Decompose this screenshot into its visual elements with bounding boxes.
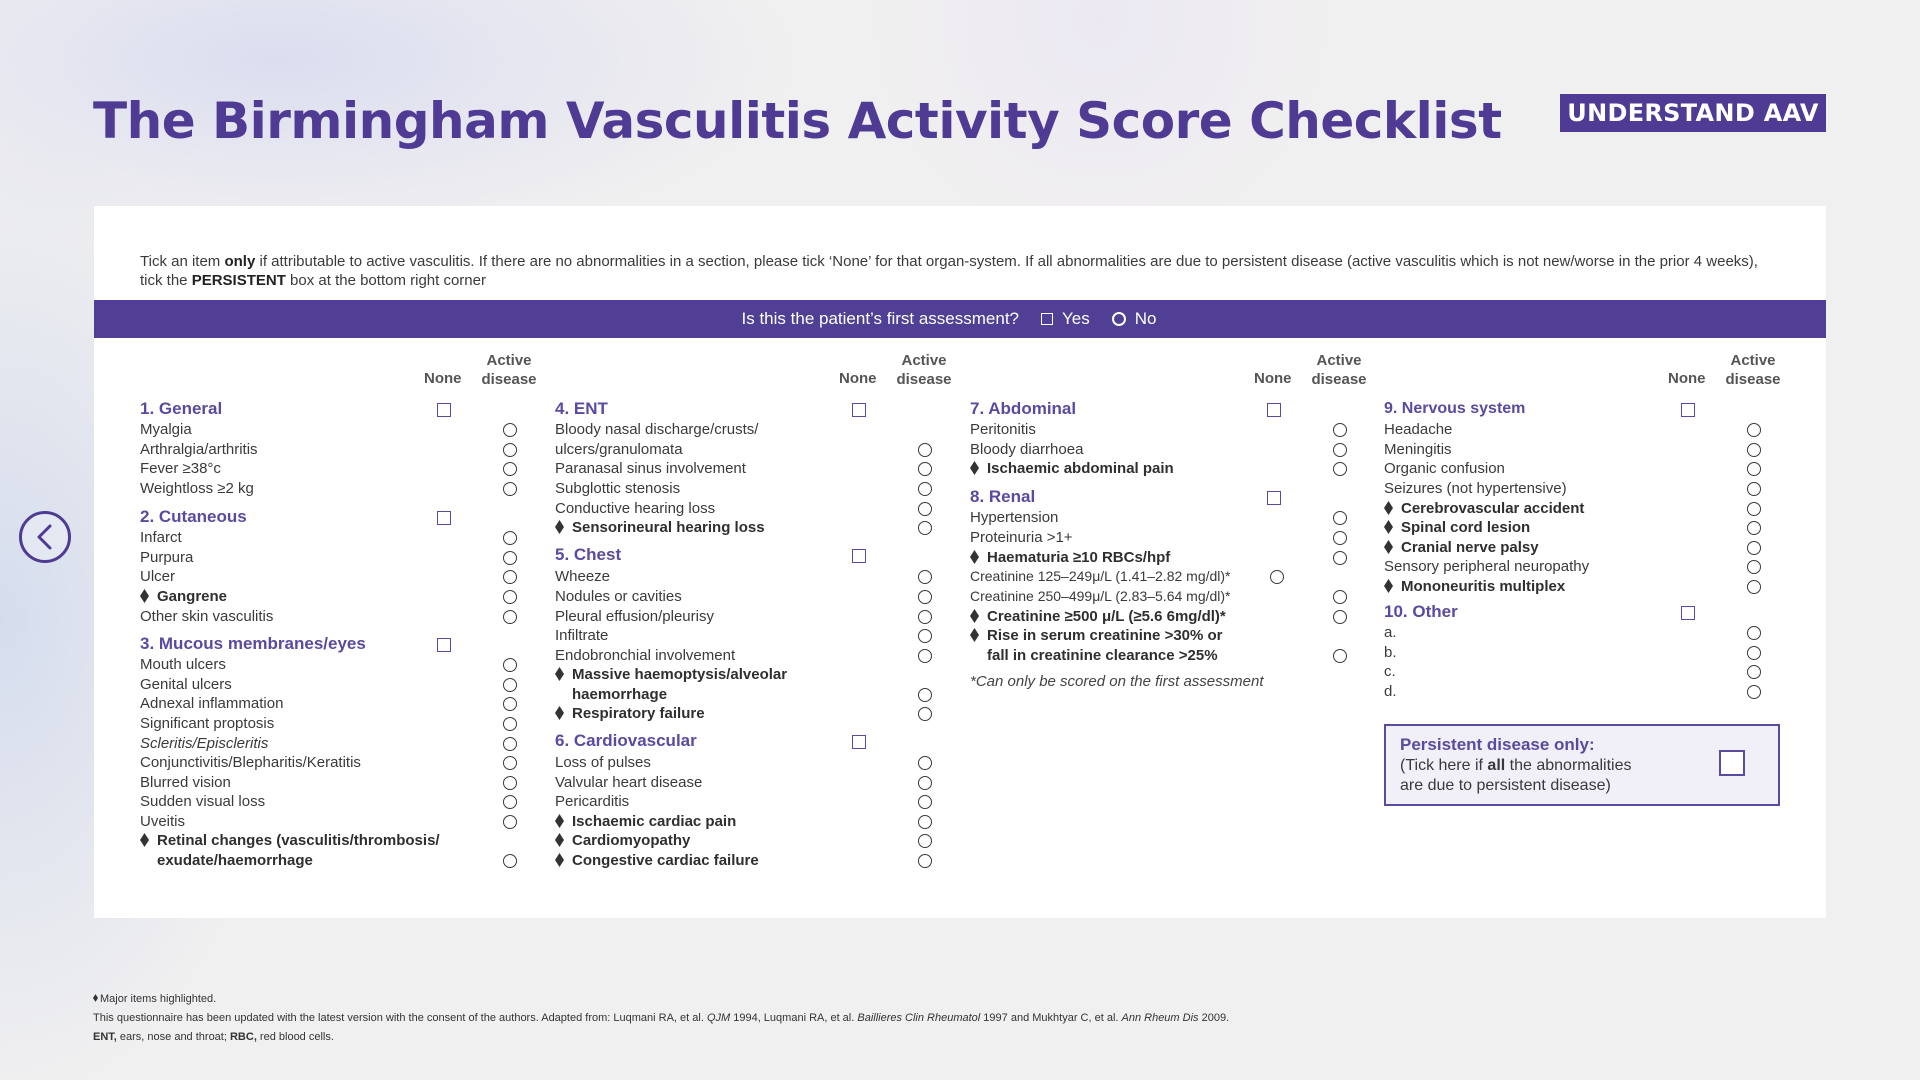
active-radio[interactable] bbox=[1333, 443, 1347, 457]
active-radio[interactable] bbox=[1333, 649, 1347, 663]
list-item: Bloody nasal discharge/crusts/ bbox=[555, 421, 759, 438]
active-radio[interactable] bbox=[503, 462, 517, 476]
list-item-label: Respiratory failure bbox=[572, 705, 705, 722]
list-item: a. bbox=[1384, 624, 1397, 641]
active-radio[interactable] bbox=[1747, 541, 1761, 555]
list-item-label: Creatinine ≥500 μ/L (≥5.6 6mg/dl)* bbox=[987, 608, 1226, 625]
active-radio[interactable] bbox=[918, 629, 932, 643]
list-item: Pleural effusion/pleurisy bbox=[555, 608, 714, 625]
list-item-major bbox=[555, 812, 736, 831]
header-active-disease bbox=[1305, 351, 1373, 389]
ref-ard: Ann Rheum Dis bbox=[1121, 1012, 1199, 1024]
no-label: No bbox=[1134, 309, 1157, 328]
column-header bbox=[555, 349, 952, 389]
active-radio[interactable] bbox=[1333, 423, 1347, 437]
instr-text-2: if attributable to active vasculitis. If there are no abnormalities in a section, please tick ‘None’ for that organ-system. If all abnormalities are due to persistent disease (active vasculitis which is not new/worse in the prior 4 weeks), tick the bbox=[140, 253, 1758, 289]
list-item: Endobronchial involvement bbox=[555, 647, 736, 664]
header-none: None bbox=[1254, 370, 1292, 387]
list-item: Creatinine 125–249μ/L (1.41–2.82 mg/dl)* bbox=[970, 568, 1231, 584]
list-item: Conductive hearing loss bbox=[555, 500, 716, 517]
list-item-label: Spinal cord lesion bbox=[1401, 519, 1531, 536]
list-item-label: Ischaemic cardiac pain bbox=[572, 813, 737, 830]
list-item-major bbox=[970, 626, 1223, 645]
list-item-major bbox=[1384, 577, 1565, 596]
abbr-rbc-def: red blood cells. bbox=[256, 1031, 334, 1043]
list-item-major bbox=[970, 607, 1226, 626]
header-active-line1: Active bbox=[486, 352, 532, 369]
active-radio[interactable] bbox=[918, 502, 932, 516]
cutaneous-none-checkbox[interactable] bbox=[437, 511, 451, 525]
ref-bailliere: Baillieres Clin Rheumatol bbox=[857, 1012, 981, 1024]
checklist-card bbox=[94, 206, 1826, 918]
active-radio[interactable] bbox=[503, 658, 517, 672]
active-radio[interactable] bbox=[1747, 580, 1761, 594]
active-radio[interactable] bbox=[1747, 626, 1761, 640]
active-radio[interactable] bbox=[503, 756, 517, 770]
column-header bbox=[1384, 349, 1781, 389]
active-radio[interactable] bbox=[503, 423, 517, 437]
list-item: c. bbox=[1384, 663, 1396, 680]
list-item-label: Cranial nerve palsy bbox=[1401, 539, 1539, 556]
diamond-icon bbox=[970, 461, 979, 475]
list-item-label: Cerebrovascular accident bbox=[1401, 500, 1585, 517]
header-active-line2: disease bbox=[1725, 371, 1781, 388]
list-item: Weightloss ≥2 kg bbox=[140, 480, 254, 497]
active-radio[interactable] bbox=[918, 482, 932, 496]
list-item: Valvular heart disease bbox=[555, 774, 703, 791]
general-none-checkbox[interactable] bbox=[437, 403, 451, 417]
ref-qjm: QJM bbox=[706, 1012, 731, 1024]
header-active-line2: disease bbox=[896, 371, 952, 388]
column-header bbox=[140, 349, 537, 389]
active-radio[interactable] bbox=[503, 482, 517, 496]
list-item: Hypertension bbox=[970, 509, 1059, 526]
header-active-disease bbox=[475, 351, 543, 389]
header-none: None bbox=[839, 370, 877, 387]
list-item: Subglottic stenosis bbox=[555, 480, 681, 497]
list-item: Sensory peripheral neuropathy bbox=[1384, 558, 1590, 575]
persistent-checkbox[interactable] bbox=[1719, 750, 1745, 776]
instr-text-3: box at the bottom right corner bbox=[285, 272, 486, 289]
active-radio[interactable] bbox=[918, 815, 932, 829]
active-radio[interactable] bbox=[503, 610, 517, 624]
diamond-icon bbox=[1384, 501, 1393, 515]
list-item: Headache bbox=[1384, 421, 1453, 438]
list-item-major bbox=[555, 851, 759, 870]
section-title-cardio: 6. Cardiovascular bbox=[555, 731, 697, 750]
list-item: Seizures (not hypertensive) bbox=[1384, 480, 1567, 497]
active-radio[interactable] bbox=[918, 462, 932, 476]
header-active-line2: disease bbox=[1311, 371, 1367, 388]
diamond-icon bbox=[1384, 520, 1393, 534]
persistent-heading: Persistent disease only: bbox=[1400, 735, 1595, 754]
active-radio[interactable] bbox=[918, 521, 932, 535]
list-item: Other skin vasculitis bbox=[140, 608, 274, 625]
active-radio[interactable] bbox=[918, 443, 932, 457]
page-title: The Birmingham Vasculitis Activity Score Checklist bbox=[93, 92, 1502, 150]
list-item: Mouth ulcers bbox=[140, 656, 226, 673]
active-radio[interactable] bbox=[918, 688, 932, 702]
list-item: Fever ≥38°c bbox=[140, 460, 221, 477]
cardio-none-checkbox[interactable] bbox=[852, 735, 866, 749]
active-radio[interactable] bbox=[503, 776, 517, 790]
active-radio[interactable] bbox=[1747, 521, 1761, 535]
list-item bbox=[140, 734, 268, 753]
list-item-label: Gangrene bbox=[157, 588, 228, 605]
abbr-rbc: RBC, bbox=[229, 1031, 257, 1043]
list-item-major bbox=[555, 831, 690, 850]
ref-text-a: This questionnaire has been updated with the latest version with the consent of the authors. Adapted from: Luqmani RA, et al. bbox=[93, 1012, 707, 1024]
list-item-label: Cardiomyopathy bbox=[572, 832, 691, 849]
brand-badge: UNDERSTAND AAV bbox=[1560, 94, 1826, 132]
list-item: Ulcer bbox=[140, 568, 176, 585]
diamond-icon bbox=[140, 833, 149, 847]
list-item-label: Retinal changes (vasculitis/thrombosis/ bbox=[157, 832, 440, 849]
list-item-label: Sensorineural hearing loss bbox=[572, 519, 765, 536]
active-radio[interactable] bbox=[503, 815, 517, 829]
active-radio[interactable] bbox=[918, 570, 932, 584]
list-item-major bbox=[555, 665, 787, 684]
list-item: Arthralgia/arthritis bbox=[140, 441, 258, 458]
active-radio[interactable] bbox=[1333, 590, 1347, 604]
active-radio[interactable] bbox=[503, 697, 517, 711]
list-item-major bbox=[1384, 538, 1539, 557]
nervous-none-checkbox[interactable] bbox=[1681, 403, 1695, 417]
list-item: Creatinine 250–499μ/L (2.83–5.64 mg/dl)* bbox=[970, 588, 1231, 604]
first-assessment-yes[interactable] bbox=[1041, 309, 1090, 329]
active-radio[interactable] bbox=[503, 854, 517, 868]
active-radio[interactable] bbox=[1747, 443, 1761, 457]
list-item-label: Congestive cardiac failure bbox=[572, 852, 759, 869]
footnote-major-text: Major items highlighted. bbox=[100, 993, 217, 1005]
active-radio[interactable] bbox=[918, 610, 932, 624]
chest-none-checkbox[interactable] bbox=[852, 549, 866, 563]
active-radio[interactable] bbox=[503, 551, 517, 565]
active-radio[interactable] bbox=[1333, 551, 1347, 565]
section-title-ent: 4. ENT bbox=[555, 399, 608, 418]
ref-text-d: 2009. bbox=[1198, 1012, 1230, 1024]
list-item: Sudden visual loss bbox=[140, 793, 266, 810]
list-item: Genital ulcers bbox=[140, 676, 232, 693]
list-item-major-cont bbox=[140, 851, 313, 870]
chevron-left-icon bbox=[34, 524, 56, 550]
first-assessment-question: Is this the patient’s first assessment? bbox=[741, 309, 1019, 328]
active-radio[interactable] bbox=[1747, 423, 1761, 437]
list-item: Peritonitis bbox=[970, 421, 1036, 438]
list-item-label: Scleritis/Episcleritis bbox=[140, 735, 269, 752]
list-item: Conjunctivitis/Blepharitis/Keratitis bbox=[140, 754, 361, 771]
list-item: Wheeze bbox=[555, 568, 611, 585]
diamond-icon bbox=[1384, 579, 1393, 593]
active-radio[interactable] bbox=[918, 776, 932, 790]
list-item-label: exudate/haemorrhage bbox=[157, 852, 313, 869]
yes-label: Yes bbox=[1062, 309, 1090, 328]
list-item-major bbox=[555, 518, 765, 537]
active-radio[interactable] bbox=[1747, 665, 1761, 679]
footnote-abbreviations bbox=[93, 1031, 334, 1043]
list-item-major-cont bbox=[970, 646, 1218, 665]
list-item-major bbox=[140, 587, 227, 606]
list-item-cont: ulcers/granulomata bbox=[555, 441, 683, 458]
list-item-major-cont bbox=[555, 685, 667, 704]
active-radio[interactable] bbox=[918, 649, 932, 663]
diamond-icon bbox=[555, 667, 564, 681]
back-button[interactable] bbox=[19, 511, 71, 563]
list-item-label: Massive haemoptysis/alveolar bbox=[572, 666, 788, 683]
header-none: None bbox=[1668, 370, 1706, 387]
header-active-line1: Active bbox=[901, 352, 947, 369]
section-title-cutaneous: 2. Cutaneous bbox=[140, 507, 247, 526]
list-item-label: Ischaemic abdominal pain bbox=[987, 460, 1174, 477]
list-item: Organic confusion bbox=[1384, 460, 1505, 477]
footnote-major bbox=[93, 993, 216, 1005]
persistent-text bbox=[1400, 756, 1700, 796]
other-none-checkbox[interactable] bbox=[1681, 606, 1695, 620]
section-title-mucous: 3. Mucous membranes/eyes bbox=[140, 634, 366, 653]
diamond-icon bbox=[970, 550, 979, 564]
active-radio[interactable] bbox=[1333, 531, 1347, 545]
header-active-line1: Active bbox=[1316, 352, 1362, 369]
section-title-abdominal: 7. Abdominal bbox=[970, 399, 1077, 418]
diamond-icon bbox=[555, 520, 564, 534]
list-item-major bbox=[970, 459, 1174, 478]
active-radio[interactable] bbox=[918, 756, 932, 770]
diamond-icon bbox=[555, 706, 564, 720]
diamond-icon bbox=[555, 833, 564, 847]
mucous-none-checkbox[interactable] bbox=[437, 638, 451, 652]
header-active-disease bbox=[890, 351, 958, 389]
list-item-major bbox=[140, 831, 440, 850]
diamond-icon bbox=[970, 609, 979, 623]
list-item-label: Rise in serum creatinine >30% or bbox=[987, 627, 1223, 644]
list-item: Meningitis bbox=[1384, 441, 1452, 458]
active-radio[interactable] bbox=[503, 531, 517, 545]
instr-persistent: PERSISTENT bbox=[191, 272, 286, 289]
diamond-icon bbox=[1384, 540, 1393, 554]
active-radio[interactable] bbox=[1747, 482, 1761, 496]
active-radio[interactable] bbox=[503, 678, 517, 692]
active-radio[interactable] bbox=[503, 590, 517, 604]
section-title-other: 10. Other bbox=[1384, 602, 1458, 621]
section-title-renal: 8. Renal bbox=[970, 487, 1036, 506]
header-active-disease bbox=[1719, 351, 1787, 389]
list-item-major bbox=[555, 704, 705, 723]
list-item: b. bbox=[1384, 644, 1397, 661]
diamond-icon bbox=[555, 814, 564, 828]
list-item: Blurred vision bbox=[140, 774, 231, 791]
list-item-label: fall in creatinine clearance >25% bbox=[987, 647, 1218, 664]
active-radio[interactable] bbox=[918, 854, 932, 868]
list-item: Myalgia bbox=[140, 421, 192, 438]
list-item-major bbox=[1384, 499, 1584, 518]
active-radio[interactable] bbox=[1747, 685, 1761, 699]
list-item: Paranasal sinus involvement bbox=[555, 460, 746, 477]
renal-footnote: *Can only be scored on the first assessment bbox=[970, 673, 1264, 690]
ref-text-c: 1997 and Mukhtyar C, et al. bbox=[980, 1012, 1122, 1024]
active-radio[interactable] bbox=[1333, 610, 1347, 624]
yes-checkbox[interactable] bbox=[1041, 313, 1053, 325]
list-item: d. bbox=[1384, 683, 1397, 700]
active-radio[interactable] bbox=[1270, 570, 1284, 584]
persistent-all: all bbox=[1487, 757, 1506, 774]
list-item: Proteinuria >1+ bbox=[970, 529, 1073, 546]
list-item: Infarct bbox=[140, 529, 182, 546]
persistent-text-2: the abnormalities bbox=[1505, 757, 1632, 774]
renal-none-checkbox[interactable] bbox=[1267, 491, 1281, 505]
persistent-text-3: are due to persistent disease) bbox=[1400, 777, 1611, 794]
list-item-label: Haematuria ≥10 RBCs/hpf bbox=[987, 549, 1171, 566]
active-radio[interactable] bbox=[503, 570, 517, 584]
diamond-icon bbox=[555, 853, 564, 867]
active-radio[interactable] bbox=[503, 443, 517, 457]
list-item-label: haemorrhage bbox=[572, 686, 668, 703]
list-item-major bbox=[1384, 518, 1530, 537]
active-radio[interactable] bbox=[1747, 560, 1761, 574]
list-item: Significant proptosis bbox=[140, 715, 275, 732]
ref-text-b: 1994, Luqmani RA, et al. bbox=[730, 1012, 858, 1024]
instr-text-1: Tick an item bbox=[140, 253, 225, 270]
list-item: Purpura bbox=[140, 549, 194, 566]
instructions bbox=[140, 252, 1780, 290]
active-radio[interactable] bbox=[503, 717, 517, 731]
no-radio[interactable] bbox=[1112, 312, 1126, 326]
header-active-line2: disease bbox=[481, 371, 537, 388]
list-item: Infiltrate bbox=[555, 627, 609, 644]
list-item: Bloody diarrhoea bbox=[970, 441, 1084, 458]
active-radio[interactable] bbox=[1333, 511, 1347, 525]
abbr-ent-def: ears, nose and throat; bbox=[116, 1031, 230, 1043]
list-item-label: Mononeuritis multiplex bbox=[1401, 578, 1566, 595]
ent-none-checkbox[interactable] bbox=[852, 403, 866, 417]
diamond-icon bbox=[970, 628, 979, 642]
section-title-general: 1. General bbox=[140, 399, 223, 418]
active-radio[interactable] bbox=[918, 590, 932, 604]
active-radio[interactable] bbox=[503, 737, 517, 751]
list-item-major bbox=[970, 548, 1170, 567]
first-assessment-no[interactable] bbox=[1112, 309, 1157, 329]
active-radio[interactable] bbox=[1333, 462, 1347, 476]
active-radio[interactable] bbox=[1747, 502, 1761, 516]
list-item: Nodules or cavities bbox=[555, 588, 682, 605]
header-active-line1: Active bbox=[1730, 352, 1776, 369]
list-item: Uveitis bbox=[140, 813, 186, 830]
persistent-text-1: (Tick here if bbox=[1400, 757, 1488, 774]
header-none: None bbox=[424, 370, 462, 387]
section-title-nervous: 9. Nervous system bbox=[1384, 400, 1526, 417]
active-radio[interactable] bbox=[1747, 462, 1761, 476]
diamond-icon bbox=[140, 589, 149, 603]
column-header bbox=[970, 349, 1367, 389]
abdominal-none-checkbox[interactable] bbox=[1267, 403, 1281, 417]
instr-only: only bbox=[224, 253, 256, 270]
first-assessment-bar bbox=[94, 300, 1826, 338]
active-radio[interactable] bbox=[503, 795, 517, 809]
footnote-references bbox=[93, 1012, 1229, 1024]
diamond-icon bbox=[93, 994, 98, 1002]
persistent-disease-box bbox=[1384, 724, 1780, 806]
active-radio[interactable] bbox=[1747, 646, 1761, 660]
abbr-ent: ENT, bbox=[93, 1031, 117, 1043]
active-radio[interactable] bbox=[918, 707, 932, 721]
list-item: Pericarditis bbox=[555, 793, 630, 810]
list-item: Adnexal inflammation bbox=[140, 695, 284, 712]
active-radio[interactable] bbox=[918, 834, 932, 848]
section-title-chest: 5. Chest bbox=[555, 545, 622, 564]
active-radio[interactable] bbox=[918, 795, 932, 809]
list-item: Loss of pulses bbox=[555, 754, 651, 771]
